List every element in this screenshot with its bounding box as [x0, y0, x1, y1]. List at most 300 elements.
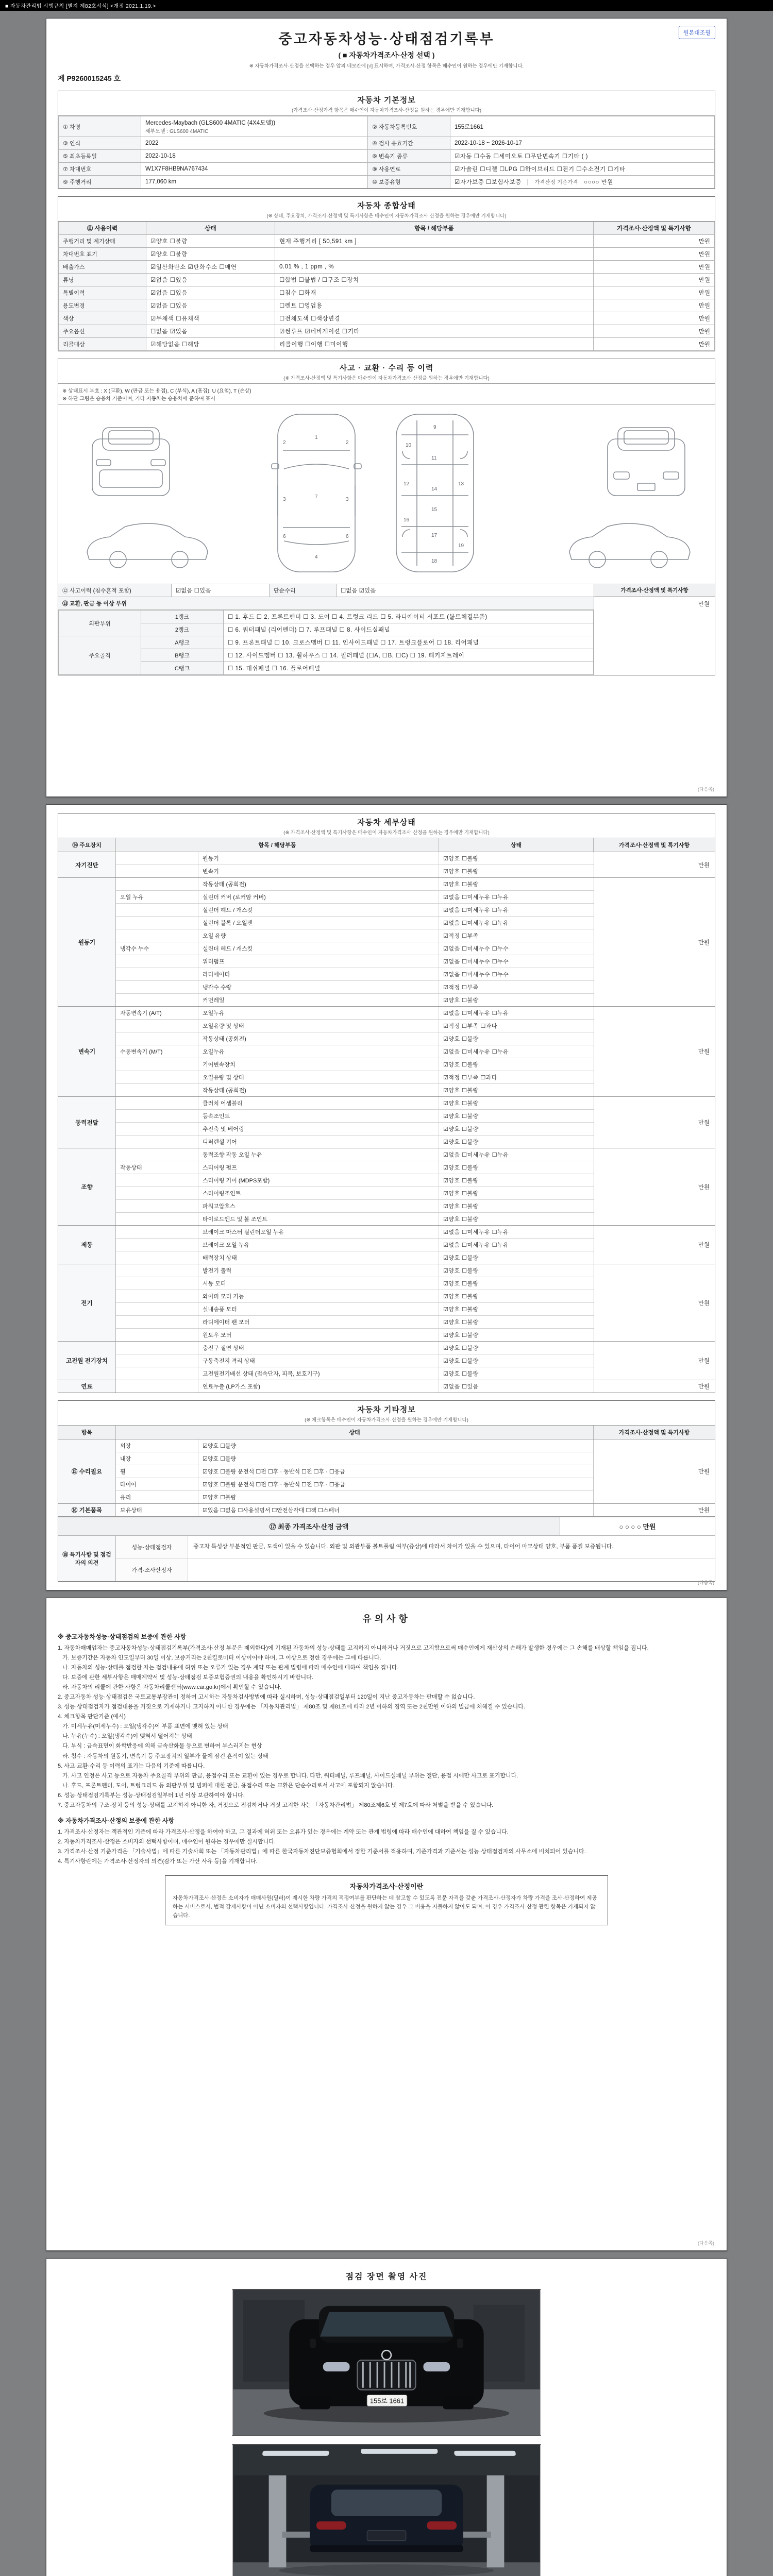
etc-status-checkboxes[interactable]: ☑양호 ☐불량: [198, 1452, 594, 1465]
overall-detail-checkboxes[interactable]: ☐침수 ☐화재: [275, 286, 594, 299]
svg-text:3: 3: [346, 497, 349, 502]
detail-group-electric: [58, 1264, 715, 1342]
overall-detail-checkboxes[interactable]: 리콜이행 ☐이행 ☐미이행: [275, 338, 594, 351]
overall-row-label: 배출가스: [59, 261, 146, 274]
vehicle-name-submodel: 세부모델 : GLS600 4MATIC: [145, 129, 209, 134]
overall-row: [59, 299, 715, 312]
overall-price-cell: 만원: [594, 274, 715, 286]
etc-part: 보유상태: [116, 1504, 198, 1516]
etc-part: 유리: [116, 1491, 198, 1503]
overall-price-cell: 만원: [594, 338, 715, 351]
outer-panel-label: 외판부위: [59, 611, 141, 636]
detail-part: 실린더 헤드 / 개스킷: [198, 942, 439, 955]
detail-status-checkboxes[interactable]: ☑양호 ☐불량: [443, 1191, 479, 1197]
rank2-checkboxes[interactable]: ☐ 6. 쿼터패널 (리어펜더) ☐ 7. 루프패널 ☐ 8. 사이드실패널: [224, 623, 594, 636]
transmission-type-checkboxes[interactable]: ☑자동 ☐수동 ☐세미오토 ☐무단변속기 ☐기타 ( ): [450, 150, 715, 163]
detail-part: 변속기: [198, 865, 439, 877]
detail-category: 수동변속기 (M/T): [116, 1045, 198, 1058]
inspection-period-value: 2022-10-18 ~ 2026-10-17: [450, 137, 715, 150]
valuation-definition-title: 자동차가격조사·산정이란: [349, 1882, 424, 1890]
detail-row: [116, 1354, 594, 1367]
overall-row-label: 특별이력: [59, 286, 146, 299]
opinion-author: 성능·상태점검자: [116, 1536, 188, 1558]
detail-category: [116, 1200, 198, 1212]
detail-status-checkboxes[interactable]: ☑없음 ☐미세누유 ☐누유: [443, 1049, 509, 1055]
etc-part: 타이어: [116, 1478, 198, 1490]
overall-status-checkboxes[interactable]: ☑양호 ☐불량: [146, 235, 275, 248]
detail-category: [116, 1187, 198, 1199]
base-price-value: ○○○○ 만원: [584, 179, 613, 185]
detail-status-checkboxes[interactable]: ☑양호 ☐불량: [443, 1204, 479, 1210]
overall-status-checkboxes[interactable]: ☑해당없음 ☐해당: [146, 338, 275, 351]
state-col: 상태: [439, 838, 594, 852]
detail-status-checkboxes[interactable]: ☑없음 ☐미세누수 ☐누수: [443, 959, 509, 965]
model-year-label: ③ 연식: [59, 137, 141, 150]
svg-text:10: 10: [406, 443, 412, 448]
etc-status-checkboxes[interactable]: ☑있음 ☐없음 ☐사용설명서 ☐안전삼각대 ☐잭 ☐스패너: [198, 1504, 594, 1516]
detail-row: [116, 1148, 594, 1161]
status-col: 상태: [146, 222, 275, 235]
note-paragraph: 7. 중고자동차의 구조·장치 등의 성능·상태를 고지하지 아니한 자, 거짓으로 점검하거나 거짓 고지한 자는 「자동차관리법」 제80조제6호 및 제7호에 따라 처벌을 받을 수 있습니다.: [58, 1802, 494, 1808]
accident-history-title: 사고 · 교환 · 수리 등 이력: [339, 364, 434, 372]
detail-part: 시동 모터: [198, 1277, 439, 1290]
svg-text:1: 1: [315, 435, 318, 440]
detail-category: [116, 1303, 198, 1315]
detail-category: [116, 1174, 198, 1187]
detail-status-checkboxes[interactable]: ☑적정 ☐부족: [443, 985, 479, 991]
car-front-view: [92, 428, 170, 496]
detail-part: 클러치 어셈블리: [198, 1097, 439, 1109]
detail-status-checkboxes[interactable]: ☑양호 ☐불량: [443, 1165, 479, 1171]
group-name: 원동기: [58, 878, 116, 1006]
exchange-row-label: [58, 597, 594, 610]
overall-row: [59, 325, 715, 338]
page-marker: (다음쪽): [697, 787, 714, 792]
table-row: [59, 163, 715, 176]
note-paragraph: 다. 보증에 관한 세부사항은 매매계약서 및 성능·상태점검 보증보험증권의 내용을 확인하시기 바랍니다.: [58, 1674, 313, 1681]
rankB-label: B랭크: [141, 649, 224, 662]
document-number: 제 P9260015245 호: [58, 74, 121, 82]
overall-price-cell: 만원: [594, 248, 715, 261]
detail-status-checkboxes[interactable]: ☑양호 ☐불량: [443, 1088, 479, 1094]
detail-row: [116, 1251, 594, 1264]
etc-row: [116, 1452, 594, 1465]
overall-price-cell: 만원: [594, 325, 715, 338]
note-paragraph: 나. 누유(누수) : 오일(냉각수)이 맺혀서 떨어지는 상태: [58, 1733, 192, 1740]
overall-price-cell: 만원: [594, 286, 715, 299]
detail-category: [116, 1110, 198, 1122]
note-paragraph: 3. 성능·상태점검자가 점검내용을 거짓으로 기재하거나 고지하지 아니한 경우에는 「자동차관리법」 제80조 및 제81조에 따라 2년 이하의 징역 또는 2천만원 이하의 벌금에 처해질 수 있습니다.: [58, 1704, 525, 1710]
note-paragraph: 2. 자동차가격조사·산정은 소비자의 선택사항이며, 매수인이 원하는 경우에만 실시합니다.: [58, 1838, 276, 1845]
table-header-row: [59, 222, 715, 235]
simple-repair-checkboxes[interactable]: ☐없음 ☑있음: [341, 588, 376, 594]
note-paragraph: 5. 사고·교환·수리 등 이력의 표기는 다음의 기준에 따릅니다.: [58, 1762, 205, 1769]
detail-category: 자동변속기 (A/T): [116, 1007, 198, 1019]
svg-text:15: 15: [431, 507, 438, 513]
group-price: 만원: [594, 1007, 715, 1096]
overall-condition-header: [58, 197, 715, 222]
rankA-label: A랭크: [141, 636, 224, 649]
detail-status-checkboxes[interactable]: ☑없음 ☐미세누수 ☐누수: [443, 946, 509, 952]
svg-text:4: 4: [315, 554, 318, 560]
legend-basis: ※ 하단 그림은 승용차 기준이며, 기타 자동차는 승용차에 준하여 표시: [62, 396, 215, 402]
etc-status-checkboxes[interactable]: ☑양호 ☐불량 운전석 ☐전 ☐후 · 동반석 ☐전 ☐후 · ☐응급: [198, 1478, 594, 1490]
table-row: [59, 176, 715, 189]
group-price: 만원: [594, 1439, 715, 1503]
detail-row: [116, 1071, 594, 1084]
detail-category: [116, 1290, 198, 1302]
overall-status-checkboxes[interactable]: ☐없음 ☑있음: [146, 325, 275, 338]
etc-item-col: 항목: [58, 1426, 116, 1439]
svg-text:11: 11: [431, 455, 437, 461]
detail-status-checkboxes[interactable]: ☑양호 ☐불량: [443, 1332, 479, 1338]
overall-detail-checkboxes[interactable]: 현재 주행거리 [ 50,591 km ]: [275, 235, 594, 248]
etc-status-checkboxes[interactable]: ☑양호 ☐불량 운전석 ☐전 ☐후 · 동반석 ☐전 ☐후 · ☐응급: [198, 1465, 594, 1478]
detail-row: [116, 1084, 594, 1096]
detail-status-checkboxes[interactable]: ☑양호 ☐불량: [443, 1139, 479, 1145]
detail-status-checkboxes[interactable]: ☑양호 ☐불량: [443, 1281, 479, 1287]
detail-group-brake: [58, 1226, 715, 1264]
detail-category: [116, 1316, 198, 1328]
detail-row: [116, 981, 594, 994]
detail-part: 디퍼렌셜 기어: [198, 1136, 439, 1148]
detail-status-checkboxes[interactable]: ☑적정 ☐부족 ☐과다: [443, 1023, 497, 1029]
overall-row: [59, 248, 715, 261]
accident-history-label: ⑫ 사고이력 (침수흔적 포함): [58, 584, 172, 597]
detail-category: [116, 878, 198, 890]
detail-part: 실내송풍 모터: [198, 1303, 439, 1315]
detail-status-checkboxes[interactable]: ☑없음 ☐미세누유 ☐누유: [443, 1010, 509, 1016]
etc-status-checkboxes[interactable]: ☑양호 ☐불량: [198, 1491, 594, 1503]
group-name: 조향: [58, 1148, 116, 1225]
original-check-stamp: 원본대조필: [679, 26, 715, 39]
detail-category: [116, 1354, 198, 1367]
detail-part: 배력장치 상태: [198, 1251, 439, 1264]
detail-category: 오일 누유: [116, 891, 198, 903]
panel-page1: [46, 18, 727, 797]
page-title: 중고자동차성능·상태점검기록부: [278, 31, 495, 47]
final-valuation-label: ⑰ 최종 가격조사·산정 금액: [58, 1517, 560, 1535]
detail-part: 동력조향 작동 오일 누유: [198, 1148, 439, 1161]
detail-row: [116, 1020, 594, 1032]
overall-status-checkboxes[interactable]: ☑없음 ☐있음: [146, 299, 275, 312]
detail-part: 와이퍼 모터 기능: [198, 1290, 439, 1302]
detail-row: [116, 878, 594, 891]
etc-group-basic-items: [58, 1504, 715, 1517]
registration-number-value: 155로1661: [450, 116, 715, 137]
detail-status-checkboxes[interactable]: ☑없음 ☐미세누유 ☐누유: [443, 894, 509, 901]
detail-row: [116, 1226, 594, 1239]
mileage-label: ⑨ 주행거리: [59, 176, 141, 189]
vin-value: W1X7F8HB9NA767434: [141, 163, 368, 176]
etc-status-checkboxes[interactable]: ☑양호 ☐불량: [198, 1439, 594, 1452]
overall-condition-note: (※ 상태, 주요장치, 가격조사·산정액 및 특기사항은 매수인이 자동차가격조사·산정을 원하는 경우에만 기재합니다): [266, 213, 507, 219]
etc-table-header: [58, 1426, 715, 1439]
overall-detail-checkboxes[interactable]: [275, 248, 594, 261]
price-col: 가격조사·산정액 및 특기사항: [594, 222, 715, 235]
detail-group-transmission: [58, 1007, 715, 1097]
detail-row: [116, 994, 594, 1006]
car-side-view-left: [87, 523, 208, 568]
detail-status-checkboxes[interactable]: ☑양호 ☐불량: [443, 1062, 479, 1068]
overall-condition-table: [58, 222, 715, 351]
rankB-checkboxes[interactable]: ☐ 12. 사이드멤버 ☐ 13. 휠하우스 ☐ 14. 필러패널 (☐A, ☐B, ☐C) ☐ 19. 패키지트레이: [224, 649, 594, 662]
car-rear-view: [608, 428, 685, 496]
detail-category: [116, 981, 198, 993]
photos-title: 점검 장면 촬영 사진: [345, 2273, 428, 2281]
simple-repair-label: 단순수리: [270, 584, 337, 597]
detail-group-steering: [58, 1148, 715, 1226]
detail-status-checkboxes[interactable]: ☑적정 ☐부족 ☐과다: [443, 1075, 497, 1081]
note-paragraph: 4. 특기사항란에는 가격조사·산정자의 의견(감가 또는 가산 사유 등)을 기재합니다.: [58, 1858, 258, 1865]
detail-category: [116, 1123, 198, 1135]
detail-part: 오일누유: [198, 1045, 439, 1058]
notes-block1: [58, 1644, 715, 1810]
detail-row: [116, 1097, 594, 1110]
rankA-checkboxes[interactable]: ☐ 9. 프론트패널 ☐ 10. 크로스멤버 ☐ 11. 인사이드패널 ☐ 17. 트렁크플로어 ☐ 18. 리어패널: [224, 636, 594, 649]
detail-status-checkboxes[interactable]: ☑없음 ☐있음: [443, 1384, 479, 1390]
group-price: 만원: [594, 1504, 715, 1516]
opinion-author: 가격·조사산정자: [116, 1558, 188, 1581]
accident-history-checkboxes[interactable]: ☑없음 ☐있음: [172, 584, 270, 597]
detail-status-checkboxes[interactable]: ☑양호 ☐불량: [443, 1178, 479, 1184]
overall-detail-checkboxes[interactable]: ☐전체도색 ☐색상변경: [275, 312, 594, 325]
accident-bottom-block: [58, 584, 715, 675]
detail-category: [116, 1342, 198, 1354]
warranty-type-checkboxes[interactable]: ☑자가보증 ☐보험사보증 | 가격산정 기준가격 ○○○○ 만원: [450, 176, 715, 189]
item-col: 항목 / 해당부품: [275, 222, 594, 235]
detail-category: [116, 1264, 198, 1277]
detail-status-checkboxes[interactable]: ☑양호 ☐불량: [443, 856, 479, 862]
group-price: 만원: [594, 1226, 715, 1264]
overall-detail-checkboxes[interactable]: ☑썬루프 ☑네비게이션 ☐기타: [275, 325, 594, 338]
overall-status-checkboxes[interactable]: ☑없음 ☐있음: [146, 286, 275, 299]
detail-category: [116, 1239, 198, 1251]
accident-price-header: 가격조사·산정액 및 특기사항: [594, 584, 715, 597]
detail-status-checkboxes[interactable]: ☑양호 ☐불량: [443, 1294, 479, 1300]
detail-table-header: [58, 838, 715, 852]
frame-label: 주요골격: [59, 636, 141, 675]
table-row: [59, 611, 594, 623]
detail-status-checkboxes[interactable]: ☑양호 ☐불량: [443, 1371, 479, 1377]
detail-part: 워터펌프: [198, 955, 439, 968]
detail-status-checkboxes[interactable]: ☑없음 ☐미세누유 ☐누유: [443, 1152, 509, 1158]
etc-row: [116, 1504, 594, 1516]
detail-part: 기어변속장치: [198, 1058, 439, 1071]
detail-category: [116, 968, 198, 980]
detail-status-checkboxes[interactable]: ☑없음 ☐미세누수 ☐누수: [443, 972, 509, 978]
detail-status-checkboxes[interactable]: ☑양호 ☐불량: [443, 882, 479, 888]
overall-row-label: 주행거리 및 계기상태: [59, 235, 146, 248]
detail-status-checkboxes[interactable]: ☑양호 ☐불량: [443, 1319, 479, 1326]
overall-detail-checkboxes[interactable]: 0.01 % , 1 ppm , %: [275, 261, 594, 274]
item-part-col: 항목 / 해당부품: [116, 838, 439, 852]
etc-row: [116, 1465, 594, 1478]
detail-part: 윈도우 모터: [198, 1329, 439, 1341]
inspector-opinion-block: [58, 1535, 715, 1581]
detail-part: 오일유량 및 상태: [198, 1071, 439, 1083]
rank1-label: 1랭크: [141, 611, 224, 623]
detail-part: 스티어링 펌프: [198, 1161, 439, 1174]
overall-detail-checkboxes[interactable]: ☐합법 ☐불법 / ☐구조 ☐장치: [275, 274, 594, 286]
accident-history-header: [58, 359, 715, 384]
svg-text:12: 12: [404, 481, 410, 487]
detail-status-checkboxes[interactable]: ☑양호 ☐불량: [443, 1358, 479, 1364]
warranty-type-label: ⑩ 보증유형: [368, 176, 450, 189]
detail-status-checkboxes[interactable]: ☑없음 ☐미세누유 ☐누유: [443, 907, 509, 913]
note-paragraph: 3. 가격조사·산정 기준가격은 「기술사법」에 따른 기술사회 또는 「자동차관리법」에 따른 한국자동차진단보증협회에서 정한 기준서를 적용하며, 기준가격과 기준서는 성능·상태점검자의 사무소에 비치되어 있습니다.: [58, 1848, 586, 1855]
detail-row: [116, 942, 594, 955]
detail-status-checkboxes[interactable]: ☑양호 ☐불량: [443, 1268, 479, 1274]
opinion-text: 중고차 특성상 부분적인 판금, 도색이 있을 수 있습니다. 외판 및 외관부품 볼트풀림 여부(증상)에 따라서 차이가 있을 수 있으며, 타이어 마모상태 양호, 부품 품질 보증됩니다.: [193, 1544, 614, 1550]
final-valuation-row: [58, 1517, 715, 1535]
first-registration-value: 2022-10-18: [141, 150, 368, 163]
overall-status-checkboxes[interactable]: ☑무채색 ☐유채색: [146, 312, 275, 325]
detail-part: 실린더 헤드 / 개스킷: [198, 904, 439, 916]
detail-part: 파워고압호스: [198, 1200, 439, 1212]
svg-text:17: 17: [431, 533, 438, 538]
overall-status-checkboxes[interactable]: ☑일산화탄소 ☑탄화수소 ☐매연: [146, 261, 275, 274]
detail-status-checkboxes[interactable]: ☑양호 ☐불량: [443, 1255, 479, 1261]
car-panel-diagram: [58, 405, 715, 584]
svg-text:2: 2: [283, 440, 286, 446]
group-price: 만원: [594, 1097, 715, 1148]
detail-group-high-voltage: [58, 1342, 715, 1380]
overall-price-cell: 만원: [594, 299, 715, 312]
detail-part: 브레이크 마스터 실린더오일 누유: [198, 1226, 439, 1238]
etc-price-col: 가격조사·산정액 및 특기사항: [618, 1430, 690, 1436]
page-subtitle: ( ■ 자동차가격조사·산정 선택 ): [338, 51, 435, 59]
opinion-line: [116, 1536, 715, 1558]
detail-category: [116, 994, 198, 1006]
detail-part: 구동축전지 격리 상태: [198, 1354, 439, 1367]
svg-text:9: 9: [433, 425, 436, 430]
accident-history-row: [58, 584, 594, 597]
detail-category: [116, 1084, 198, 1096]
detail-category: [116, 852, 198, 865]
detail-status-checkboxes[interactable]: ☑양호 ☐불량: [443, 1307, 479, 1313]
overall-row: [59, 261, 715, 274]
group-price: 만원: [594, 852, 715, 877]
model-year-value: 2022: [141, 137, 368, 150]
note-paragraph: 나. 자동차의 성능·상태를 점검한 자는 점검내용에 허위 또는 오류가 있는 경우 계약 또는 관계 법령에 따라 매수인에 대하여 책임을 집니다.: [58, 1665, 399, 1671]
detail-row: [116, 917, 594, 929]
detail-status-checkboxes[interactable]: ☑없음 ☐미세누유 ☐누유: [443, 920, 509, 926]
detail-row: [116, 1342, 594, 1354]
detail-status-checkboxes[interactable]: ☑없음 ☐미세누유 ☐누유: [443, 1229, 509, 1235]
inspection-period-label: ④ 검사 유효기간: [368, 137, 450, 150]
overall-condition-title: 자동차 종합상태: [357, 201, 416, 210]
note-paragraph: 다. 부식 : 금속표면이 화학반응에 의해 금속산화물 등으로 변하여 부스러지는 현상: [58, 1743, 262, 1750]
detail-part: 커먼레일: [198, 994, 439, 1006]
detail-category: [116, 865, 198, 877]
warranty-type-options[interactable]: ☑자가보증 ☐보험사보증: [455, 179, 522, 185]
detail-row: [116, 891, 594, 904]
note-paragraph: 라. 자동차의 리콜에 관한 사항은 자동차리콜센터(www.car.go.kr)에서 확인할 수 있습니다.: [58, 1684, 282, 1691]
opinion-line: [116, 1558, 715, 1581]
detail-row: [116, 1239, 594, 1251]
svg-text:3: 3: [283, 497, 286, 502]
detail-status-checkboxes[interactable]: ☑양호 ☐불량: [443, 1100, 479, 1107]
overall-price-cell: 만원: [594, 312, 715, 325]
table-row: [59, 116, 715, 137]
detail-status-checkboxes[interactable]: ☑양호 ☐불량: [443, 1216, 479, 1223]
overall-status-checkboxes[interactable]: ☑없음 ☐있음: [146, 274, 275, 286]
detail-part: 타이로드엔드 및 볼 조인트: [198, 1213, 439, 1225]
form-reference-bar: ■ 자동차관리법 시행규칙 [별지 제82호서식] <개정 2021.1.19.>: [0, 0, 773, 11]
detail-status-checkboxes[interactable]: ☑양호 ☐불량: [443, 1126, 479, 1132]
svg-text:14: 14: [431, 486, 438, 492]
panel-notes: [46, 1598, 727, 2251]
detail-status-checkboxes[interactable]: ☑적정 ☐부족: [443, 933, 479, 939]
fuel-type-checkboxes[interactable]: ☑가솔린 ☐디젤 ☐LPG ☐하이브리드 ☐전기 ☐수소전기 ☐기타: [450, 163, 715, 176]
detail-status-checkboxes[interactable]: ☑양호 ☐불량: [443, 869, 479, 875]
detail-category: [116, 1277, 198, 1290]
rank-table: [58, 610, 594, 675]
detail-row: [116, 1032, 594, 1045]
accident-history-note: (※ 가격조사·산정액 및 특기사항은 매수인이 자동차가격조사·산정을 원하는 경우에만 기재합니다): [283, 376, 490, 381]
detail-category: [116, 1097, 198, 1109]
svg-text:7: 7: [315, 494, 318, 500]
legend-symbols: ※ 상태표시 부호 : X (교환), W (판금 또는 용접), C (부식), A (흠집), U (요철), T (손상): [62, 388, 251, 394]
detail-row: [116, 1277, 594, 1290]
page-subtitle-note: ※ 자동차가격조사·산정을 선택하는 경우 앞의 네모칸에 [√] 표시하며, 가격조사·산정 항목은 매수인이 원하는 경우에만 기재합니다.: [249, 63, 524, 69]
overall-row: [59, 338, 715, 351]
svg-text:6: 6: [346, 534, 349, 539]
svg-text:13: 13: [458, 481, 464, 487]
group-price: 만원: [594, 1264, 715, 1341]
accident-left-block: [58, 584, 594, 675]
group-name: 자기진단: [58, 852, 116, 877]
detail-category: [116, 1380, 198, 1393]
mileage-value: 177,060 km: [141, 176, 368, 189]
panel-page2: [46, 804, 727, 1590]
overall-row-label: 용도변경: [59, 299, 146, 312]
car-diagram-svg: [61, 408, 716, 578]
overall-detail-checkboxes[interactable]: ☐렌트 ☐영업용: [275, 299, 594, 312]
section-accident-history: [58, 359, 715, 675]
rankC-checkboxes[interactable]: ☐ 15. 대쉬패널 ☐ 16. 플로어패널: [224, 662, 594, 675]
detail-part: 스티어링 기어 (MDPS포함): [198, 1174, 439, 1187]
overall-row-label: 튜닝: [59, 274, 146, 286]
rank1-checkboxes[interactable]: ☐ 1. 후드 ☐ 2. 프론트펜더 ☐ 3. 도어 ☐ 4. 트렁크 리드 ☐ 5. 라디에이터 서포트 (볼트체결부품): [224, 611, 594, 623]
overall-status-checkboxes[interactable]: ☑양호 ☐불량: [146, 248, 275, 261]
group-name: 변속기: [58, 1007, 116, 1096]
detail-part: 작동상태 (공회전): [198, 1032, 439, 1045]
basic-info-table: [58, 116, 715, 189]
detail-row: [116, 1290, 594, 1303]
detail-status-checkboxes[interactable]: ☑없음 ☐미세누유 ☐누유: [443, 1242, 509, 1248]
detail-row: [116, 1007, 594, 1020]
table-row: [59, 137, 715, 150]
notes-block1-title: ※ 중고자동차성능·상태점검의 보증에 관한 사항: [58, 1633, 187, 1640]
etc-part: 외장: [116, 1439, 198, 1452]
detail-status-checkboxes[interactable]: ☑양호 ☐불량: [443, 1113, 479, 1120]
usage-history-col: ⑪ 사용이력: [59, 222, 146, 235]
detail-status-checkboxes[interactable]: ☑양호 ☐불량: [443, 1345, 479, 1351]
detail-category: 작동상태: [116, 1161, 198, 1174]
detail-status-checkboxes[interactable]: ☑양호 ☐불량: [443, 997, 479, 1004]
base-price-label: 가격산정 기준가격: [534, 180, 579, 185]
detail-status-checkboxes[interactable]: ☑양호 ☐불량: [443, 1036, 479, 1042]
etc-state-col: 상태: [116, 1426, 594, 1439]
detail-condition-header: [58, 814, 715, 838]
detail-row: [116, 955, 594, 968]
detail-category: [116, 955, 198, 968]
svg-text:2: 2: [346, 440, 349, 446]
overall-row-label: 차대번호 표기: [59, 248, 146, 261]
detail-category: [116, 1329, 198, 1341]
